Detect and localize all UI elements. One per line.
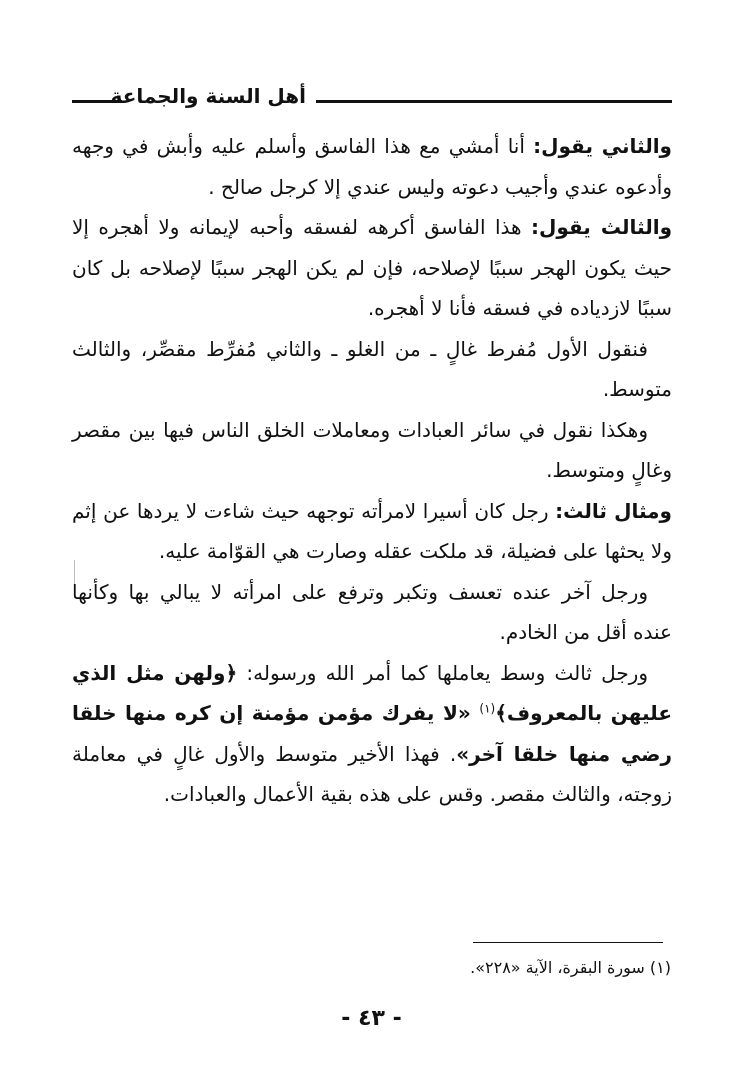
paragraph-text: وهكذا نقول في سائر العبادات ومعاملات الخلق الناس فيها بين مقصر وغالٍ ومتوسط. bbox=[72, 417, 672, 482]
paragraph-lead: ومثال ثالث: bbox=[555, 498, 672, 523]
paragraph-second-view bbox=[72, 126, 672, 207]
hadith-quote: «لا يفرك مؤمن مؤمنة إن كره منها خلقا رضي منها خلقا آخر» bbox=[72, 701, 672, 766]
footnote: (١) سورة البقرة، الآية «٢٢٨». bbox=[470, 958, 671, 977]
paragraph-text: فنقول الأول مُفرط غالٍ ـ من الغلو ـ والثاني مُفرِّط مقصِّر، والثالث متوسط. bbox=[72, 336, 672, 401]
paragraph-general-rule bbox=[72, 410, 672, 491]
paragraph-conclusion: . فهذا الأخير متوسط والأول غالٍ في معاملة زوجته، والثالث مقصر. وقس على هذه بقية الأعمال والعبادات. bbox=[72, 741, 672, 806]
paragraph-judgement bbox=[72, 329, 672, 410]
header-title: أهل السنة والجماعة bbox=[110, 84, 306, 108]
header-rule-right bbox=[316, 100, 672, 103]
paragraph-text: أنا أمشي مع هذا الفاسق وأسلم عليه وأبش في وجهه وأدعوه عندي وأجيب دعوته وليس عندي إلا كرجل صالح . bbox=[72, 134, 672, 199]
paragraph-text: رجل كان أسيرا لامرأته توجهه حيث شاءت لا يردها عن إثم ولا يحثها على فضيلة، قد ملكت عقله وصارت هي القوّامة عليه. bbox=[72, 498, 672, 563]
paragraph-intro: ورجل ثالث وسط يعاملها كما أمر الله ورسوله: bbox=[237, 660, 648, 685]
paragraph-arrogant-man bbox=[72, 572, 672, 653]
paragraph-lead: والثالث يقول: bbox=[531, 215, 672, 239]
paragraph-text: ورجل آخر عنده تعسف وتكبر وترفع على امرأته لا يبالي بها وكأنها عنده أقل من الخادم. bbox=[72, 579, 672, 644]
paragraph-text: هذا الفاسق أكرهه لفسقه وأحبه لإيمانه ولا أهجره إلا حيث يكون الهجر سببًا لإصلاحه، فإن لم يكن الهجر سببًا لإصلاحه بل كان سببًا لازدياده في فسقه فأنا لا أهجره. bbox=[72, 215, 672, 320]
body-text bbox=[72, 126, 672, 815]
paragraph-third-example bbox=[72, 491, 672, 572]
running-header bbox=[70, 80, 672, 120]
page-number: - ٤٣ - bbox=[341, 1006, 402, 1031]
paragraph-moderate-man bbox=[72, 653, 672, 815]
footnote-rule bbox=[473, 942, 663, 943]
header-rule-left bbox=[72, 100, 122, 103]
paragraph-third-view bbox=[72, 207, 672, 329]
footnote-reference[interactable]: (١) bbox=[479, 701, 496, 716]
quran-quote: ﴿ولهن مثل الذي عليهن بالمعروف﴾ bbox=[72, 660, 672, 725]
paragraph-lead: والثاني يقول: bbox=[533, 134, 672, 158]
